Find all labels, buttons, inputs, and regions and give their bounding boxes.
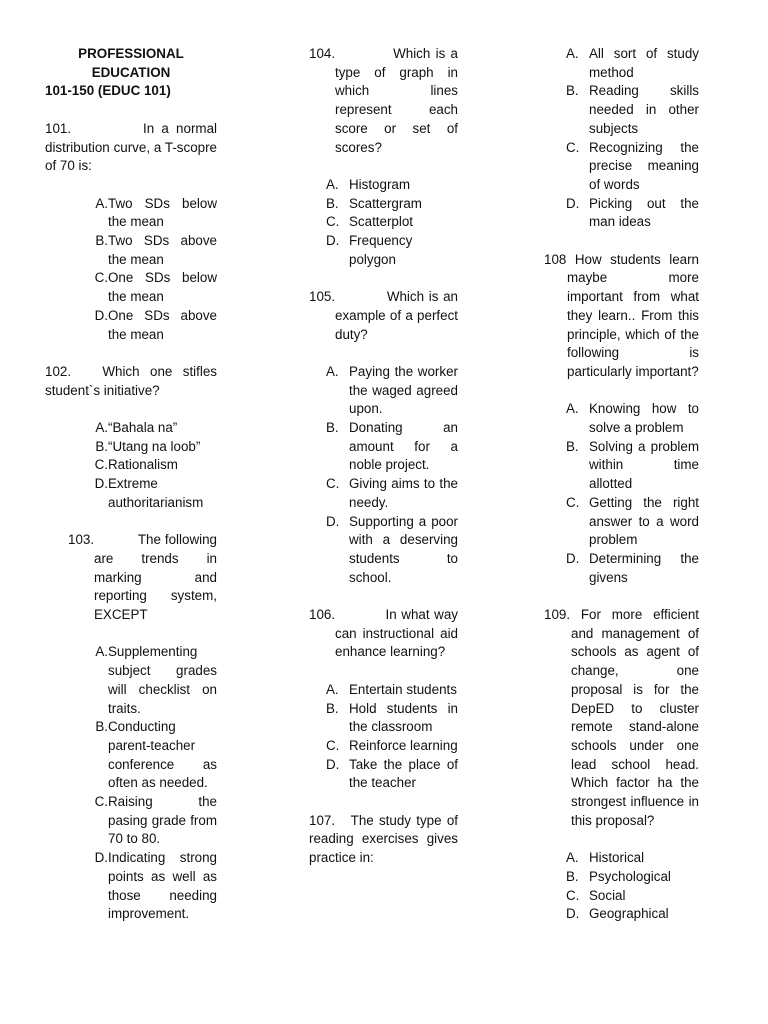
option-c[interactable]: C. One SDs below the mean	[94, 270, 217, 305]
option-c[interactable]: C. Scatterplot	[326, 214, 414, 230]
option-a[interactable]: A. Historical	[566, 850, 645, 866]
option-c[interactable]: C. Reinforce learning	[326, 737, 458, 753]
option-d[interactable]: D. Take the place of the teacher	[326, 756, 458, 791]
question-text: 107. The study type of reading exercises gives practice in:	[309, 812, 459, 866]
options-list	[45, 419, 217, 513]
options-list	[544, 45, 699, 232]
question-107-options	[544, 45, 699, 232]
option-b[interactable]: B. “Utang na loob”	[95, 438, 201, 454]
question-106	[309, 606, 458, 793]
question-text: 105. Which is an example of a perfect duty?	[309, 289, 458, 342]
question-text: 101. In a normal distribution curve, a T-scopre of 70 is:	[45, 120, 217, 174]
option-d[interactable]: D. Determining the givens	[566, 550, 699, 585]
option-b[interactable]: B. Solving a problem within time allotted	[566, 438, 699, 492]
option-d[interactable]: D. Indicating strong points as well as those needing improvement.	[94, 850, 217, 922]
subtitle: 101-150 (EDUC 101)	[45, 83, 171, 99]
option-a[interactable]: A. Paying the worker the waged agreed upon.	[326, 363, 458, 417]
option-c[interactable]: C. Rationalism	[94, 457, 178, 473]
option-a[interactable]: A. All sort of study method	[566, 46, 699, 80]
option-b[interactable]: B. Reading skills needed in other subjects	[566, 83, 699, 136]
title-line-1: PROFESSIONAL	[78, 46, 184, 61]
option-d[interactable]: D. Frequency polygon	[326, 233, 413, 267]
option-d[interactable]: D. One SDs above the mean	[94, 307, 217, 342]
option-c[interactable]: C. Recognizing the precise meaning of words	[566, 139, 699, 192]
option-b[interactable]: B. Two SDs above the mean	[95, 233, 217, 267]
options-list	[309, 363, 458, 587]
question-107	[309, 812, 458, 868]
options-list	[309, 681, 458, 793]
option-a[interactable]: A. Histogram	[326, 176, 411, 192]
column-1	[45, 45, 217, 943]
option-c[interactable]: C. Raising the pasing grade from 70 to 80.	[94, 794, 217, 847]
option-a[interactable]: A. Supplementing subject grades will checklist on traits.	[95, 644, 217, 716]
question-text: 106. In what way can instructional aid enhance learning?	[309, 607, 458, 660]
column-2	[309, 45, 458, 868]
option-d[interactable]: D. Extreme authoritarianism	[94, 476, 204, 510]
options-list	[309, 176, 458, 270]
options-list	[544, 400, 699, 587]
question-text: 109. For more efficient and management of schools as agent of change, one proposal is for the DepED to cluster remote stand-alone schools under one lead school head. Which factor ha the strongest influence in this proposal?	[544, 607, 699, 828]
options-list	[45, 195, 217, 345]
question-109	[544, 606, 699, 924]
column-3	[544, 45, 699, 943]
option-b[interactable]: B. Conducting parent-teacher conference as often as needed.	[95, 719, 217, 791]
question-104	[309, 45, 458, 269]
option-c[interactable]: C. Social	[566, 887, 626, 903]
option-d[interactable]: D. Geographical	[566, 906, 669, 922]
title-line-2: EDUCATION	[91, 64, 171, 80]
question-102	[45, 363, 217, 513]
option-a[interactable]: A. “Bahala na”	[95, 420, 178, 435]
question-text: 102. Which one stifles student`s initiative?	[45, 363, 217, 398]
options-list	[544, 849, 699, 924]
option-c[interactable]: C. Giving aims to the needy.	[326, 476, 458, 510]
options-list	[68, 643, 217, 924]
option-b[interactable]: B. Psychological	[566, 868, 671, 884]
question-101	[45, 120, 217, 344]
option-b[interactable]: B. Hold students in the classroom	[326, 700, 458, 735]
option-a[interactable]: A. Knowing how to solve a problem	[566, 401, 699, 436]
question-text: 104. Which is a type of graph in which lines represent each score or set of scores?	[309, 46, 458, 155]
option-d[interactable]: D. Picking out the man ideas	[566, 195, 699, 230]
option-d[interactable]: D. Supporting a poor with a deserving students to school.	[326, 513, 458, 585]
option-a[interactable]: A. Entertain students	[326, 681, 457, 697]
option-a[interactable]: A. Two SDs below the mean	[95, 195, 217, 230]
question-105	[309, 288, 458, 587]
question-text: 103. The following are trends in marking and reporting system, EXCEPT	[68, 532, 217, 623]
option-b[interactable]: B. Donating an amount for a noble project.	[326, 420, 458, 473]
option-b[interactable]: B. Scattergram	[326, 195, 422, 211]
question-103	[68, 531, 217, 924]
question-108	[544, 251, 699, 588]
option-c[interactable]: C. Getting the right answer to a word problem	[566, 494, 699, 548]
question-text: 108 How students learn maybe more important from what they learn.. From this principle, which of the following is particularly important?	[544, 251, 699, 379]
